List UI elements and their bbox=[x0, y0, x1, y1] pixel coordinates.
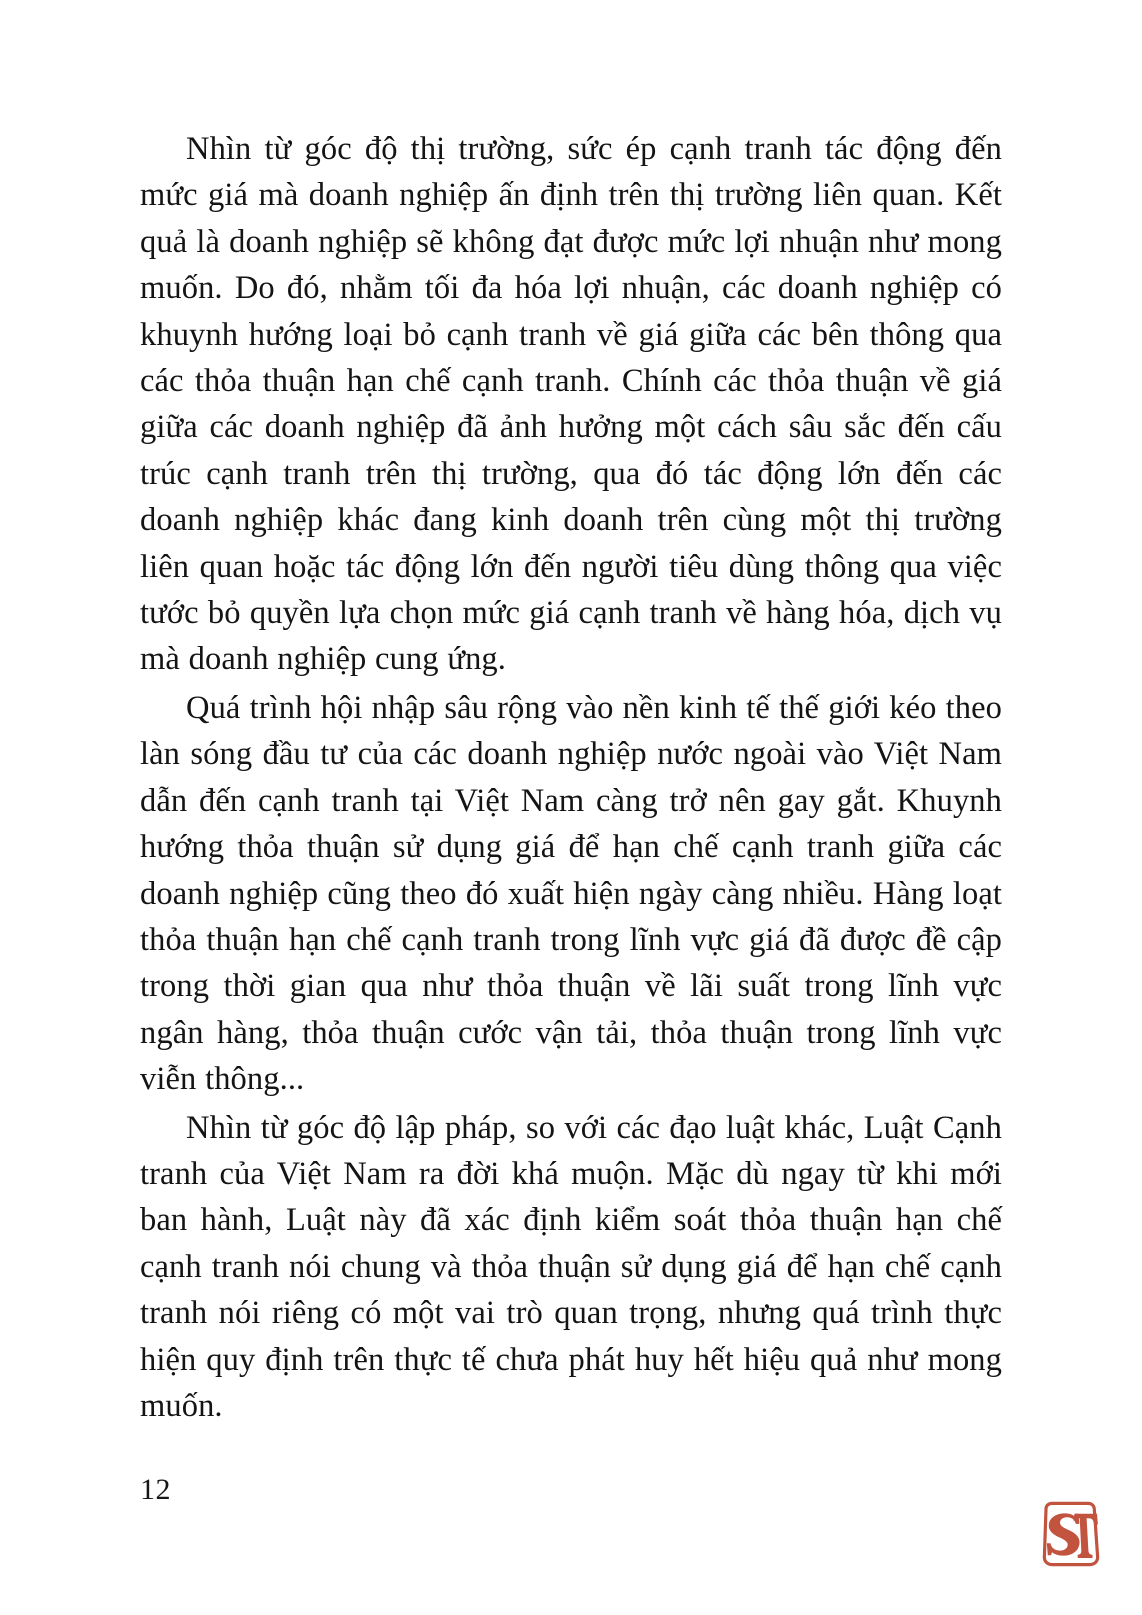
page-text-block bbox=[140, 126, 1002, 1429]
body-paragraph-2: Quá trình hội nhập sâu rộng vào nền kinh tế thế giới kéo theo làn sóng đầu tư của các doanh nghiệp nước ngoài vào Việt Nam dẫn đến cạnh tranh tại Việt Nam càng trở nên gay gắt. Khuynh hướng thỏa thuận sử dụng giá để hạn chế cạnh tranh giữa các doanh nghiệp cũng theo đó xuất hiện ngày càng nhiều. Hàng loạt thỏa thuận hạn chế cạnh tranh trong lĩnh vực giá đã được đề cập trong thời gian qua như thỏa thuận về lãi suất trong lĩnh vực ngân hàng, thỏa thuận cước vận tải, thỏa thuận trong lĩnh vực viễn thông... bbox=[140, 689, 1002, 1098]
page-number: 12 bbox=[140, 1473, 171, 1506]
publisher-st-logo-icon bbox=[1036, 1500, 1102, 1570]
body-paragraph-3: Nhìn từ góc độ lập pháp, so với các đạo luật khác, Luật Cạnh tranh của Việt Nam ra đời khá muộn. Mặc dù ngay từ khi mới ban hành, Luật này đã xác định kiểm soát thỏa thuận hạn chế cạnh tranh nói chung và thỏa thuận sử dụng giá để hạn chế cạnh tranh nói riêng có một vai trò quan trọng, nhưng quá trình thực hiện quy định trên thực tế chưa phát huy hết hiệu quả như mong muốn. bbox=[140, 1109, 1002, 1424]
body-paragraph-1: Nhìn từ góc độ thị trường, sức ép cạnh tranh tác động đến mức giá mà doanh nghiệp ấn định trên thị trường liên quan. Kết quả là doanh nghiệp sẽ không đạt được mức lợi nhuận như mong muốn. Do đó, nhằm tối đa hóa lợi nhuận, các doanh nghiệp có khuynh hướng loại bỏ cạnh tranh về giá giữa các bên thông qua các thỏa thuận hạn chế cạnh tranh. Chính các thỏa thuận về giá giữa các doanh nghiệp đã ảnh hưởng một cách sâu sắc đến cấu trúc cạnh tranh trên thị trường, qua đó tác động lớn đến các doanh nghiệp khác đang kinh doanh trên cùng một thị trường liên quan hoặc tác động lớn đến người tiêu dùng thông qua việc tước bỏ quyền lựa chọn mức giá cạnh tranh về hàng hóa, dịch vụ mà doanh nghiệp cung ứng. bbox=[140, 131, 1002, 678]
